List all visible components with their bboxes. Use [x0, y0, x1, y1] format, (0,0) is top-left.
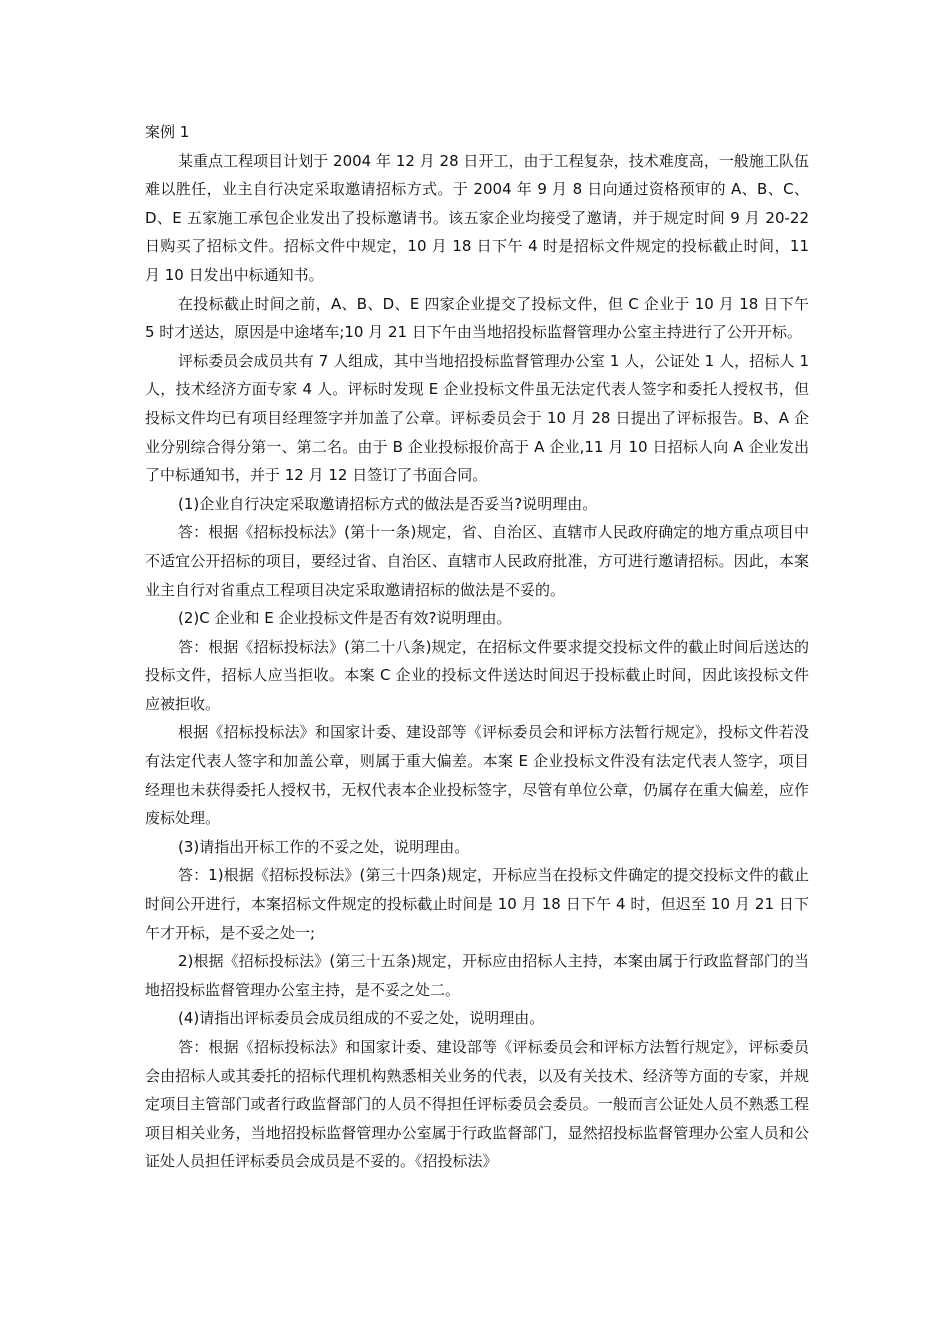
- question-4: (4)请指出评标委员会成员组成的不妥之处，说明理由。: [178, 1009, 545, 1028]
- document-page: [145, 118, 809, 1176]
- answer-3-part-2: 2)根据《招标投标法》(第三十五条)规定，开标应由招标人主持，本案由属于行政监督部门的当地招投标监督管理办公室主持，是不妥之处二。: [145, 952, 809, 999]
- case-title: 案例 1: [145, 123, 190, 141]
- paragraph-bid-submission: 在投标截止时间之前，A、B、D、E 四家企业提交了投标文件，但 C 企业于 10 月 18 日下午 5 时才送达，原因是中途堵车;10 月 21 日下午由当地招投标监督管理办公室主持进行了公开开标。: [145, 294, 809, 342]
- answer-2-part-1: 答：根据《招标投标法》(第二十八条)规定，在招标文件要求提交投标文件的截止时间后送达的投标文件，招标人应当拒收。本案 C 企业的投标文件送达时间迟于投标截止时间，因此该投标文件应被拒收。: [145, 637, 809, 713]
- answer-4: 答：根据《招标投标法》和国家计委、建设部等《评标委员会和评标方法暂行规定》，评标委员会由招标人或其委托的招标代理机构熟悉相关业务的代表，以及有关技术、经济等方面的专家，并规定项目主管部门或者行政监督部门的人员不得担任评标委员会委员。一般而言公证处人员不熟悉工程项目相关业务，当地招投标监督管理办公室属于行政监督部门，显然招投标监督管理办公室人员和公证处人员担任评标委员会成员是不妥的。《招投标法》: [145, 1038, 809, 1171]
- answer-3-part-1: 答：1)根据《招标投标法》(第三十四条)规定，开标应当在投标文件确定的提交投标文件的截止时间公开进行，本案招标文件规定的投标截止时间是 10 月 18 日下午 4 时，但迟至 10 月 21 日下午才开标，是不妥之处一;: [145, 866, 809, 942]
- answer-2-part-2: 根据《招标投标法》和国家计委、建设部等《评标委员会和评标方法暂行规定》，投标文件若没有法定代表人签字和加盖公章，则属于重大偏差。本案 E 企业投标文件没有法定代表人签字，项目经理也未获得委托人授权书，无权代表本企业投标签字，尽管有单位公章，仍属存在重大偏差，应作废标处理。: [145, 723, 809, 828]
- answer-1: 答：根据《招标投标法》(第十一条)规定，省、自治区、直辖市人民政府确定的地方重点项目中不适宜公开招标的项目，要经过省、自治区、直辖市人民政府批准，方可进行邀请招标。因此，本案业主自行对省重点工程项目决定采取邀请招标的做法是不妥的。: [145, 523, 809, 599]
- paragraph-evaluation-committee: 评标委员会成员共有 7 人组成，其中当地招投标监督管理办公室 1 人，公证处 1 人，招标人 1 人，技术经济方面专家 4 人。评标时发现 E 企业投标文件虽无法定代表人签字和委托人授权书，但投标文件均已有项目经理签字并加盖了公章。评标委员会于 10 月 28 日提出了评标报告。B、A 企业分别综合得分第一、第二名。由于 B 企业投标报价高于 A 企业,11 月 10 日招标人向 A 企业发出了中标通知书，并于 12 月 12 日签订了书面合同。: [145, 351, 809, 485]
- question-1: (1)企业自行决定采取邀请招标方式的做法是否妥当?说明理由。: [178, 494, 598, 513]
- paragraph-case-background: 某重点工程项目计划于 2004 年 12 月 28 日开工，由于工程复杂，技术难度高，一般施工队伍难以胜任，业主自行决定采取邀请招标方式。于 2004 年 9 月 8 日向通过资格预审的 A、B、C、D、E 五家施工承包企业发出了投标邀请书。该五家企业均接受了邀请，并于规定时间 9 月 20-22 日购买了招标文件。招标文件中规定，10 月 18 日下午 4 时是招标文件规定的投标截止时间，11 月 10 日发出中标通知书。: [145, 151, 809, 284]
- question-2: (2)C 企业和 E 企业投标文件是否有效?说明理由。: [178, 609, 512, 628]
- question-3: (3)请指出开标工作的不妥之处，说明理由。: [178, 837, 470, 856]
